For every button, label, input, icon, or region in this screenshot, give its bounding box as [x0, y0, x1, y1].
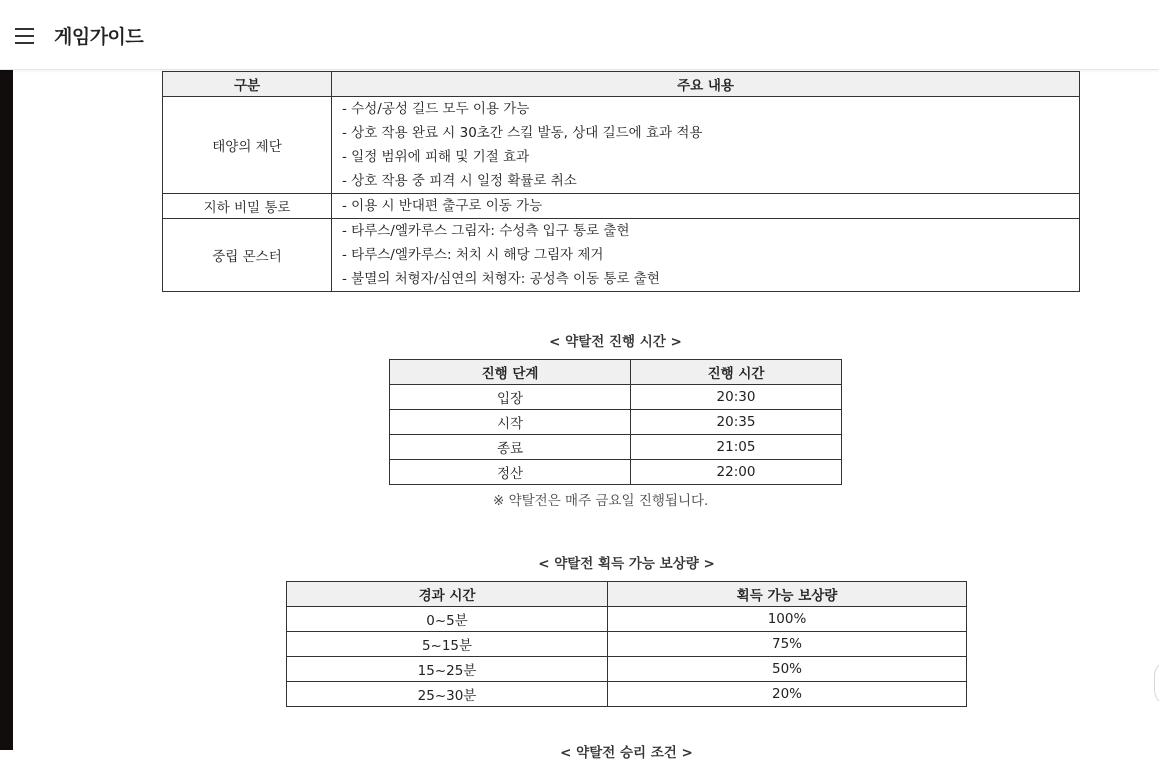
column-header: 경과 시간	[287, 582, 608, 607]
row-description	[332, 219, 1080, 292]
table-row	[390, 460, 842, 485]
description-line: - 타루스/엘카루스 그림자: 수성측 입구 통로 출현	[342, 223, 630, 239]
elapsed-time-cell: 25~30분	[287, 682, 608, 707]
time-cell: 21:05	[631, 435, 842, 460]
stage-cell: 종료	[390, 435, 631, 460]
description-line: - 수성/공성 길드 모두 이용 가능	[342, 101, 530, 117]
table-row	[390, 410, 842, 435]
row-label: 태양의 제단	[163, 97, 332, 194]
table-row	[287, 632, 967, 657]
column-header: 주요 내용	[332, 72, 1080, 97]
reward-cell: 50%	[608, 657, 967, 682]
table-row	[163, 194, 1080, 219]
rewards-caption: < 약탈전 획득 가능 보상량 >	[538, 556, 715, 572]
page-title: 게임가이드	[54, 26, 144, 48]
description-line: - 불멸의 처형자/심연의 처형자: 공성측 이동 통로 출현	[342, 271, 660, 287]
rewards-table	[286, 581, 967, 707]
table-row	[287, 607, 967, 632]
top-header	[0, 0, 1159, 70]
table-header-row	[390, 360, 842, 385]
time-cell: 20:35	[631, 410, 842, 435]
schedule-table	[389, 359, 842, 485]
description-line: - 상호 작용 완료 시 30초간 스킬 발동, 상대 길드에 효과 적용	[342, 125, 703, 141]
table-row	[287, 657, 967, 682]
next-section-caption: < 약탈전 승리 조건 >	[560, 745, 693, 761]
row-label: 지하 비밀 통로	[163, 194, 332, 219]
description-line: - 상호 작용 중 피격 시 일정 확률로 취소	[342, 173, 577, 189]
stage-cell: 입장	[390, 385, 631, 410]
table-row	[287, 682, 967, 707]
elapsed-time-cell: 5~15분	[287, 632, 608, 657]
time-cell: 20:30	[631, 385, 842, 410]
table-row	[163, 97, 1080, 194]
column-header: 진행 시간	[631, 360, 842, 385]
table-header-row	[163, 72, 1080, 97]
table-header-row	[287, 582, 967, 607]
floating-scroll-button[interactable]	[1154, 660, 1159, 706]
column-header: 구분	[163, 72, 332, 97]
hamburger-menu-icon[interactable]	[14, 26, 36, 46]
table-row	[390, 385, 842, 410]
schedule-note: ※ 약탈전은 매주 금요일 진행됩니다.	[493, 493, 709, 509]
elapsed-time-cell: 15~25분	[287, 657, 608, 682]
table-row	[390, 435, 842, 460]
column-header: 진행 단계	[390, 360, 631, 385]
table-row	[163, 219, 1080, 292]
reward-cell: 100%	[608, 607, 967, 632]
description-line: - 이용 시 반대편 출구로 이동 가능	[342, 198, 543, 214]
time-cell: 22:00	[631, 460, 842, 485]
row-description	[332, 97, 1080, 194]
left-side-bar	[0, 70, 13, 750]
stage-cell: 정산	[390, 460, 631, 485]
stage-cell: 시작	[390, 410, 631, 435]
schedule-caption: < 약탈전 진행 시간 >	[549, 334, 682, 350]
features-table	[162, 71, 1080, 292]
column-header: 획득 가능 보상량	[608, 582, 967, 607]
reward-cell: 75%	[608, 632, 967, 657]
reward-cell: 20%	[608, 682, 967, 707]
row-description	[332, 194, 1080, 219]
row-label: 중립 몬스터	[163, 219, 332, 292]
elapsed-time-cell: 0~5분	[287, 607, 608, 632]
description-line: - 타루스/엘카루스: 처치 시 해당 그림자 제거	[342, 247, 604, 263]
description-line: - 일정 범위에 피해 및 기절 효과	[342, 149, 530, 165]
